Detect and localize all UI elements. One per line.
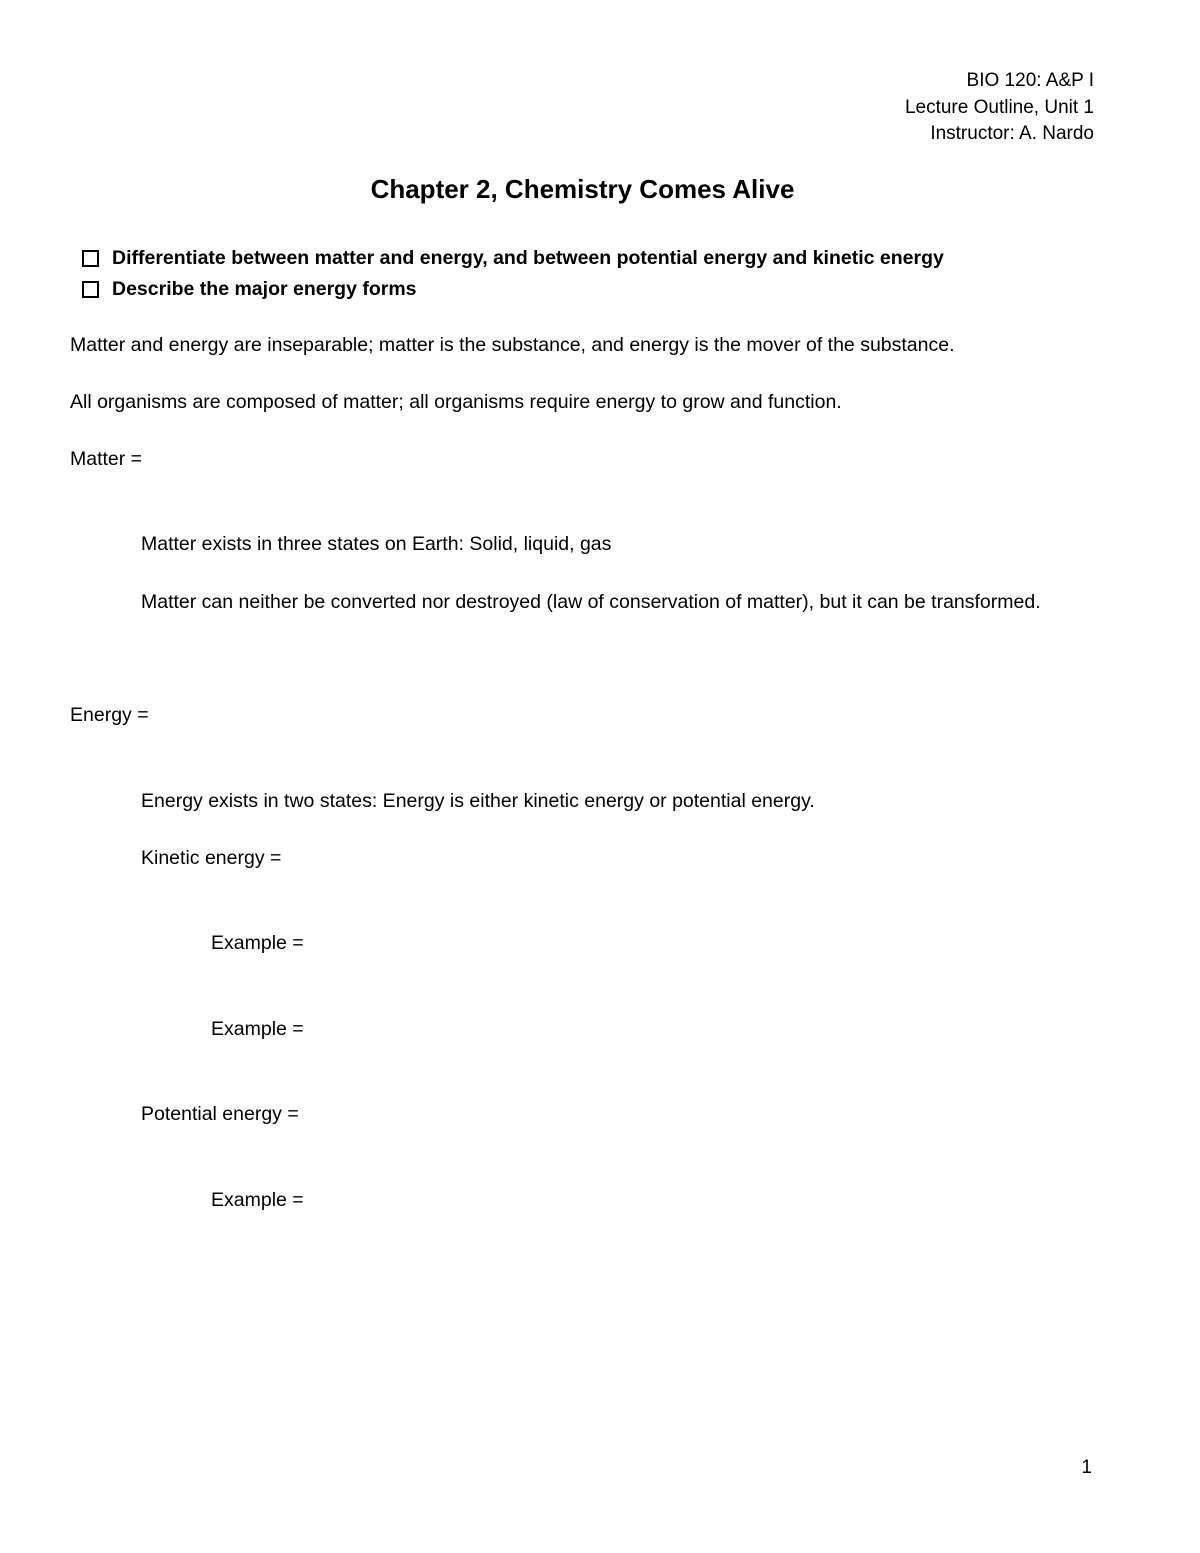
energy-states: Energy exists in two states: Energy is either kinetic energy or potential energy. (141, 790, 815, 812)
objective-text: Differentiate between matter and energy, and between potential energy and kinetic energy (112, 247, 944, 269)
matter-conservation: Matter can neither be converted nor destroyed (law of conservation of matter), but it can be transformed. (141, 591, 1041, 613)
kinetic-example: Example = (211, 1018, 304, 1040)
kinetic-energy-label: Kinetic energy = (141, 847, 282, 869)
chapter-title: Chapter 2, Chemistry Comes Alive (370, 174, 795, 204)
kinetic-example: Example = (211, 932, 304, 954)
matter-states: Matter exists in three states on Earth: Solid, liquid, gas (141, 533, 612, 555)
energy-label: Energy = (70, 704, 149, 726)
checkbox-icon[interactable] (82, 281, 99, 298)
matter-label: Matter = (70, 448, 143, 470)
objective-item (82, 274, 944, 305)
objective-text: Describe the major energy forms (112, 278, 417, 300)
course-header (905, 68, 1094, 148)
learning-objectives (82, 243, 944, 305)
potential-example: Example = (211, 1189, 304, 1211)
checkbox-icon[interactable] (82, 250, 99, 267)
paragraph-matter-energy: Matter and energy are inseparable; matter is the substance, and energy is the mover of the substance. (70, 334, 955, 356)
potential-energy-label: Potential energy = (141, 1103, 299, 1125)
page-number: 1 (1081, 1457, 1092, 1478)
outline-label: Lecture Outline, Unit 1 (904, 96, 1094, 118)
instructor-name: Instructor: A. Nardo (930, 123, 1094, 144)
objective-item (82, 243, 944, 274)
course-name: BIO 120: A&P I (966, 70, 1094, 91)
paragraph-organisms: All organisms are composed of matter; all organisms require energy to grow and function. (70, 391, 842, 413)
